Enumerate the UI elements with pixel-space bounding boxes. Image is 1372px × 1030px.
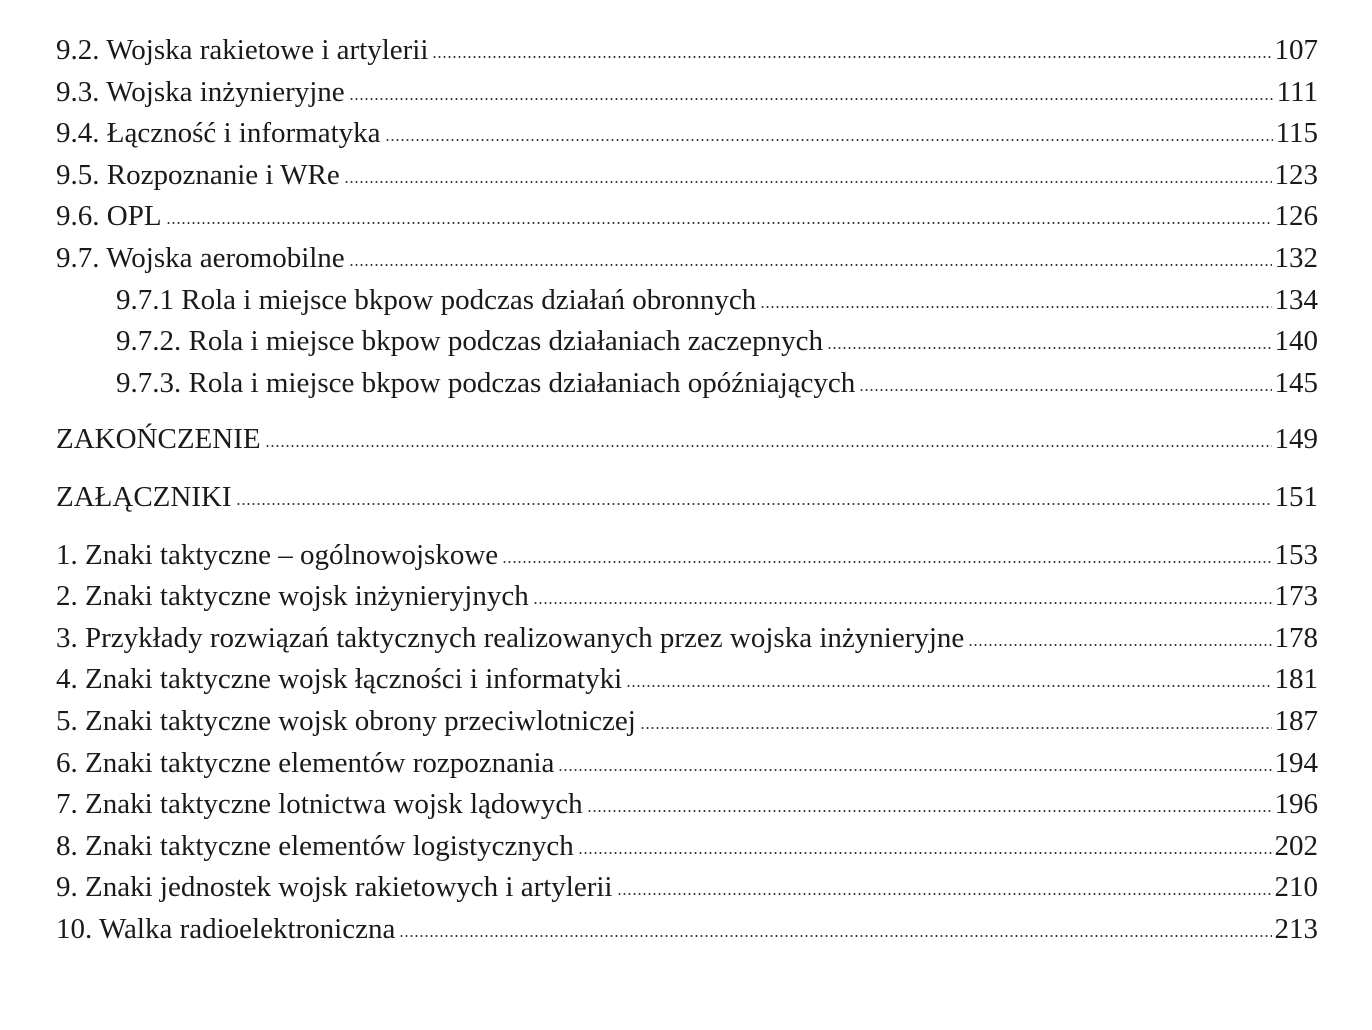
dot-leader: [859, 388, 1271, 392]
toc-entry-zakonczenie[interactable]: [56, 419, 1318, 461]
dot-leader: [827, 346, 1271, 350]
dot-leader: [626, 684, 1271, 688]
toc-entry-9-7[interactable]: [56, 238, 1318, 280]
dot-leader: [533, 601, 1272, 605]
toc-entry-annex-3[interactable]: [56, 618, 1318, 660]
toc-entry-annex-10[interactable]: [56, 909, 1318, 951]
toc-entry-page: 145: [1274, 366, 1318, 399]
toc-entry-title: ZAKOŃCZENIE: [56, 423, 261, 456]
toc-entry-title: 6. Znaki taktyczne elementów rozpoznania: [56, 746, 555, 779]
dot-leader: [265, 444, 1272, 448]
toc-entry-title: 9.7.2. Rola i miejsce bkpow podczas działaniach zaczepnych: [116, 325, 824, 358]
dot-leader: [617, 892, 1272, 896]
dot-leader: [432, 55, 1271, 59]
toc-entry-page: 132: [1274, 241, 1318, 274]
dot-leader: [399, 934, 1271, 938]
toc-entry-annex-6[interactable]: [56, 743, 1318, 785]
toc-entry-title: 9.2. Wojska rakietowe i artylerii: [56, 34, 429, 66]
toc-entry-title: 9.5. Rozpoznanie i WRe: [56, 158, 340, 191]
toc-entry-title: 8. Znaki taktyczne elementów logistycznych: [56, 829, 574, 862]
dot-leader: [587, 809, 1272, 813]
toc-entry-title: 9. Znaki jednostek wojsk rakietowych i artylerii: [56, 871, 613, 904]
toc-entry-9-7-1[interactable]: [56, 280, 1318, 322]
toc-entry-annex-9[interactable]: [56, 867, 1318, 909]
toc-entry-title: 9.7.3. Rola i miejsce bkpow podczas działaniach opóźniających: [116, 366, 856, 399]
toc-entry-title: 9.3. Wojska inżynieryjne: [56, 75, 345, 108]
toc-entry-title: 9.7. Wojska aeromobilne: [56, 241, 345, 274]
toc-entry-9-5[interactable]: [56, 155, 1318, 197]
toc-entry-title: 9.4. Łączność i informatyka: [56, 117, 381, 150]
toc-entry-page: 213: [1274, 912, 1318, 945]
dot-leader: [166, 221, 1272, 225]
dot-leader: [349, 263, 1272, 267]
toc-entry-title: 4. Znaki taktyczne wojsk łączności i informatyki: [56, 663, 623, 696]
table-of-contents: [56, 30, 1318, 950]
toc-entry-page: 134: [1274, 283, 1318, 316]
toc-entry-page: 187: [1274, 704, 1318, 737]
dot-leader: [640, 726, 1272, 730]
toc-entry-title: 5. Znaki taktyczne wojsk obrony przeciwlotniczej: [56, 704, 636, 737]
toc-entry-9-4[interactable]: [56, 113, 1318, 155]
toc-entry-annex-5[interactable]: [56, 701, 1318, 743]
toc-entry-title: 9.7.1 Rola i miejsce bkpow podczas działań obronnych: [116, 283, 757, 316]
toc-entry-title: 1. Znaki taktyczne – ogólnowojskowe: [56, 538, 499, 571]
toc-entry-title: 10. Walka radioelektroniczna: [56, 912, 396, 945]
toc-entry-9-7-3[interactable]: [56, 363, 1318, 405]
toc-entry-title: ZAŁĄCZNIKI: [56, 480, 232, 513]
toc-entry-annex-4[interactable]: [56, 659, 1318, 701]
toc-entry-page: 173: [1274, 580, 1318, 613]
toc-entry-title: 3. Przykłady rozwiązań taktycznych realizowanych przez wojska inżynieryjne: [56, 621, 965, 654]
toc-entry-page: 115: [1275, 117, 1318, 150]
toc-entry-page: 153: [1274, 538, 1318, 571]
dot-leader: [236, 502, 1272, 506]
dot-leader: [349, 97, 1274, 101]
toc-entry-page: 111: [1276, 75, 1318, 108]
toc-entry-title: 2. Znaki taktyczne wojsk inżynieryjnych: [56, 580, 529, 613]
toc-entry-9-2[interactable]: [56, 30, 1318, 72]
toc-entry-annex-7[interactable]: [56, 784, 1318, 826]
toc-entry-page: 149: [1274, 423, 1318, 456]
toc-entry-title: 7. Znaki taktyczne lotnictwa wojsk lądowych: [56, 788, 583, 821]
toc-entry-page: 181: [1274, 663, 1318, 696]
dot-leader: [558, 768, 1271, 772]
toc-entry-page: 151: [1274, 480, 1318, 513]
toc-entry-page: 126: [1274, 200, 1318, 233]
dot-leader: [578, 851, 1272, 855]
toc-entry-annex-1[interactable]: [56, 535, 1318, 577]
dot-leader: [968, 643, 1271, 647]
toc-entry-page: 196: [1274, 788, 1318, 821]
toc-entry-page: 210: [1274, 871, 1318, 904]
toc-entry-page: 140: [1274, 325, 1318, 358]
toc-entry-page: 202: [1274, 829, 1318, 862]
toc-entry-page: 107: [1274, 34, 1318, 66]
dot-leader: [502, 560, 1271, 564]
toc-entry-page: 194: [1274, 746, 1318, 779]
toc-entry-page: 178: [1274, 621, 1318, 654]
dot-leader: [344, 180, 1272, 184]
dot-leader: [760, 305, 1271, 309]
toc-entry-9-7-2[interactable]: [56, 321, 1318, 363]
toc-entry-zalaczniki[interactable]: [56, 477, 1318, 519]
toc-entry-page: 123: [1274, 158, 1318, 191]
toc-entry-9-3[interactable]: [56, 72, 1318, 114]
dot-leader: [385, 138, 1273, 142]
toc-entry-title: 9.6. OPL: [56, 200, 162, 233]
toc-entry-annex-8[interactable]: [56, 826, 1318, 868]
toc-entry-annex-2[interactable]: [56, 576, 1318, 618]
toc-entry-9-6[interactable]: [56, 196, 1318, 238]
